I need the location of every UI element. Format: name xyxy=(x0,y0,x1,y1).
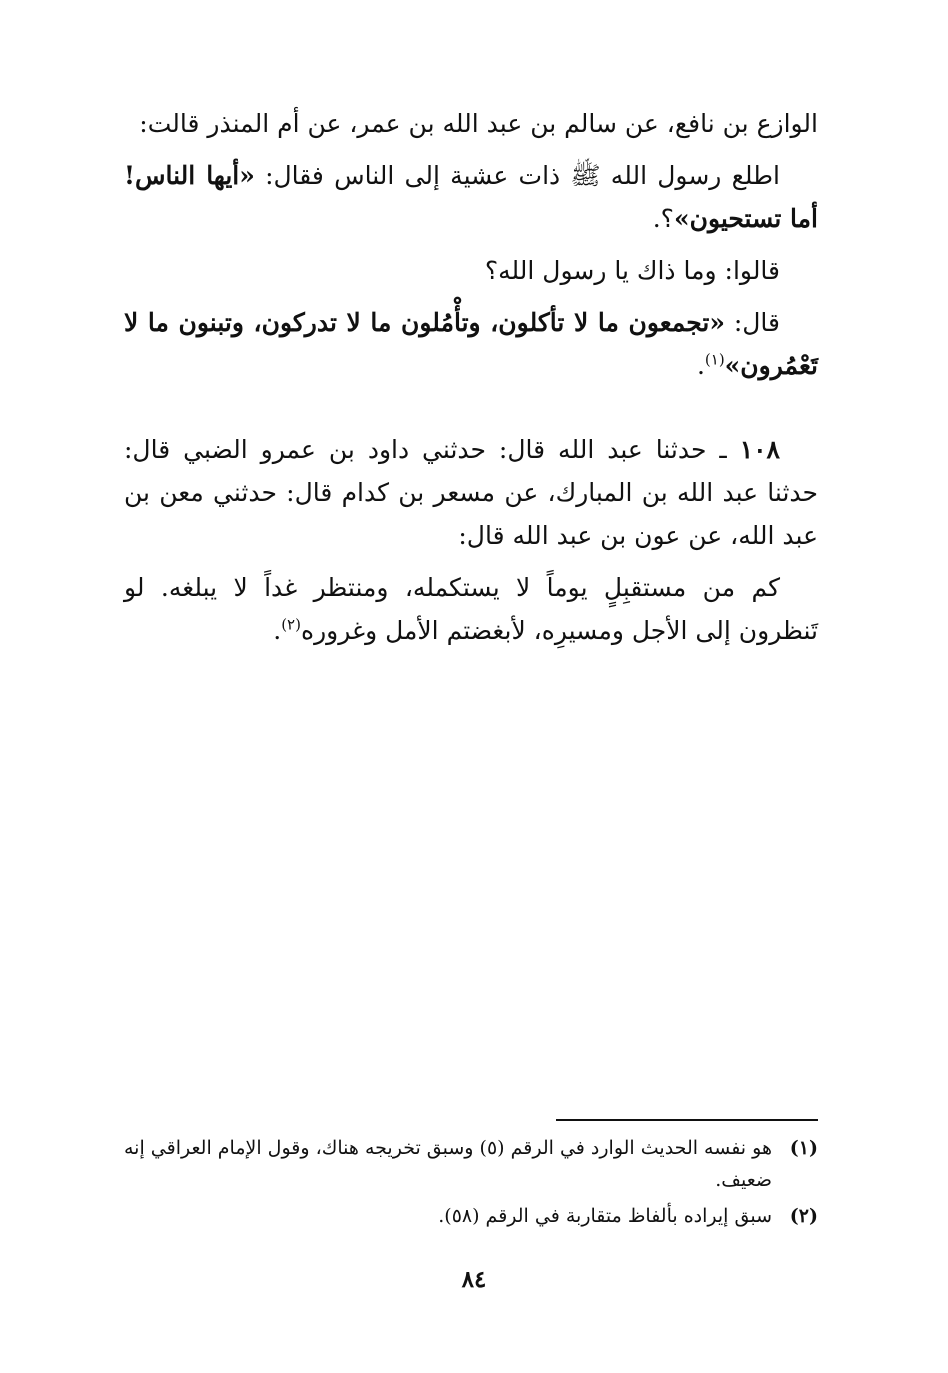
hadith-intro-lead: اطلع رسول الله ﷺ ذات عشية إلى الناس فقال: xyxy=(254,161,780,190)
footnote-separator xyxy=(556,1119,818,1121)
answer-tail: . xyxy=(696,351,705,380)
footnote-number: (١) xyxy=(789,1137,818,1159)
footnote-text: سبق إيراده بألفاظ متقاربة في الرقم (٥٨). xyxy=(438,1205,772,1227)
paragraph-isnad-continuation: الوازع بن نافع، عن سالم بن عبد الله بن عمر، عن أم المنذر قالت: xyxy=(139,109,818,138)
answer-quote-bold: «تجمعون ما لا تأكلون، وتأْمُلون ما لا تدركون، وتبنون ما لا تَعْمُرون» xyxy=(124,308,818,380)
paragraph-hadith-108 xyxy=(124,428,818,557)
hadith-108-isnad: ـ حدثنا عبد الله قال: حدثني داود بن عمرو الضبي قال: حدثنا عبد الله بن المبارك، عن مسعر بن كدام قال: حدثني معن بن عبد الله، عن عون بن عبد الله قال: xyxy=(124,435,818,550)
paragraph-hadith-intro xyxy=(124,154,818,240)
paragraph-prophet-answer xyxy=(124,301,818,387)
athar-tail: . xyxy=(273,616,282,645)
footnote-1 xyxy=(124,1132,818,1196)
hadith-number: ١٠٨ xyxy=(739,435,780,464)
footnote-text: هو نفسه الحديث الوارد في الرقم (٥) وسبق تخريجه هناك، وقول الإمام العراقي إنه ضعيف. xyxy=(124,1137,772,1191)
footnote-2 xyxy=(124,1200,818,1232)
section-gap xyxy=(124,396,818,428)
paragraph-companions-question: قالوا: وما ذاك يا رسول الله؟ xyxy=(484,256,780,285)
footnote-number: (٢) xyxy=(789,1205,818,1227)
footnotes-section xyxy=(124,1132,818,1236)
footnote-ref-2: (٢) xyxy=(281,615,301,634)
answer-lead: قال: xyxy=(724,308,781,337)
hadith-quote-bold: «أيها الناس! أما تستحيون» xyxy=(124,161,818,233)
footnote-ref-1: (١) xyxy=(704,350,725,369)
page-number: ٨٤ xyxy=(461,1266,487,1293)
hadith-intro-tail: ؟. xyxy=(652,204,674,233)
main-text xyxy=(124,102,818,661)
athar-text: كم من مستقبِلٍ يوماً لا يستكمله، ومنتظر غداً لا يبلغه. لو تَنظرون إلى الأجل ومسيرِه، لأبغضتم الأمل وغروره xyxy=(124,573,818,645)
paragraph-athar-text xyxy=(124,566,818,652)
